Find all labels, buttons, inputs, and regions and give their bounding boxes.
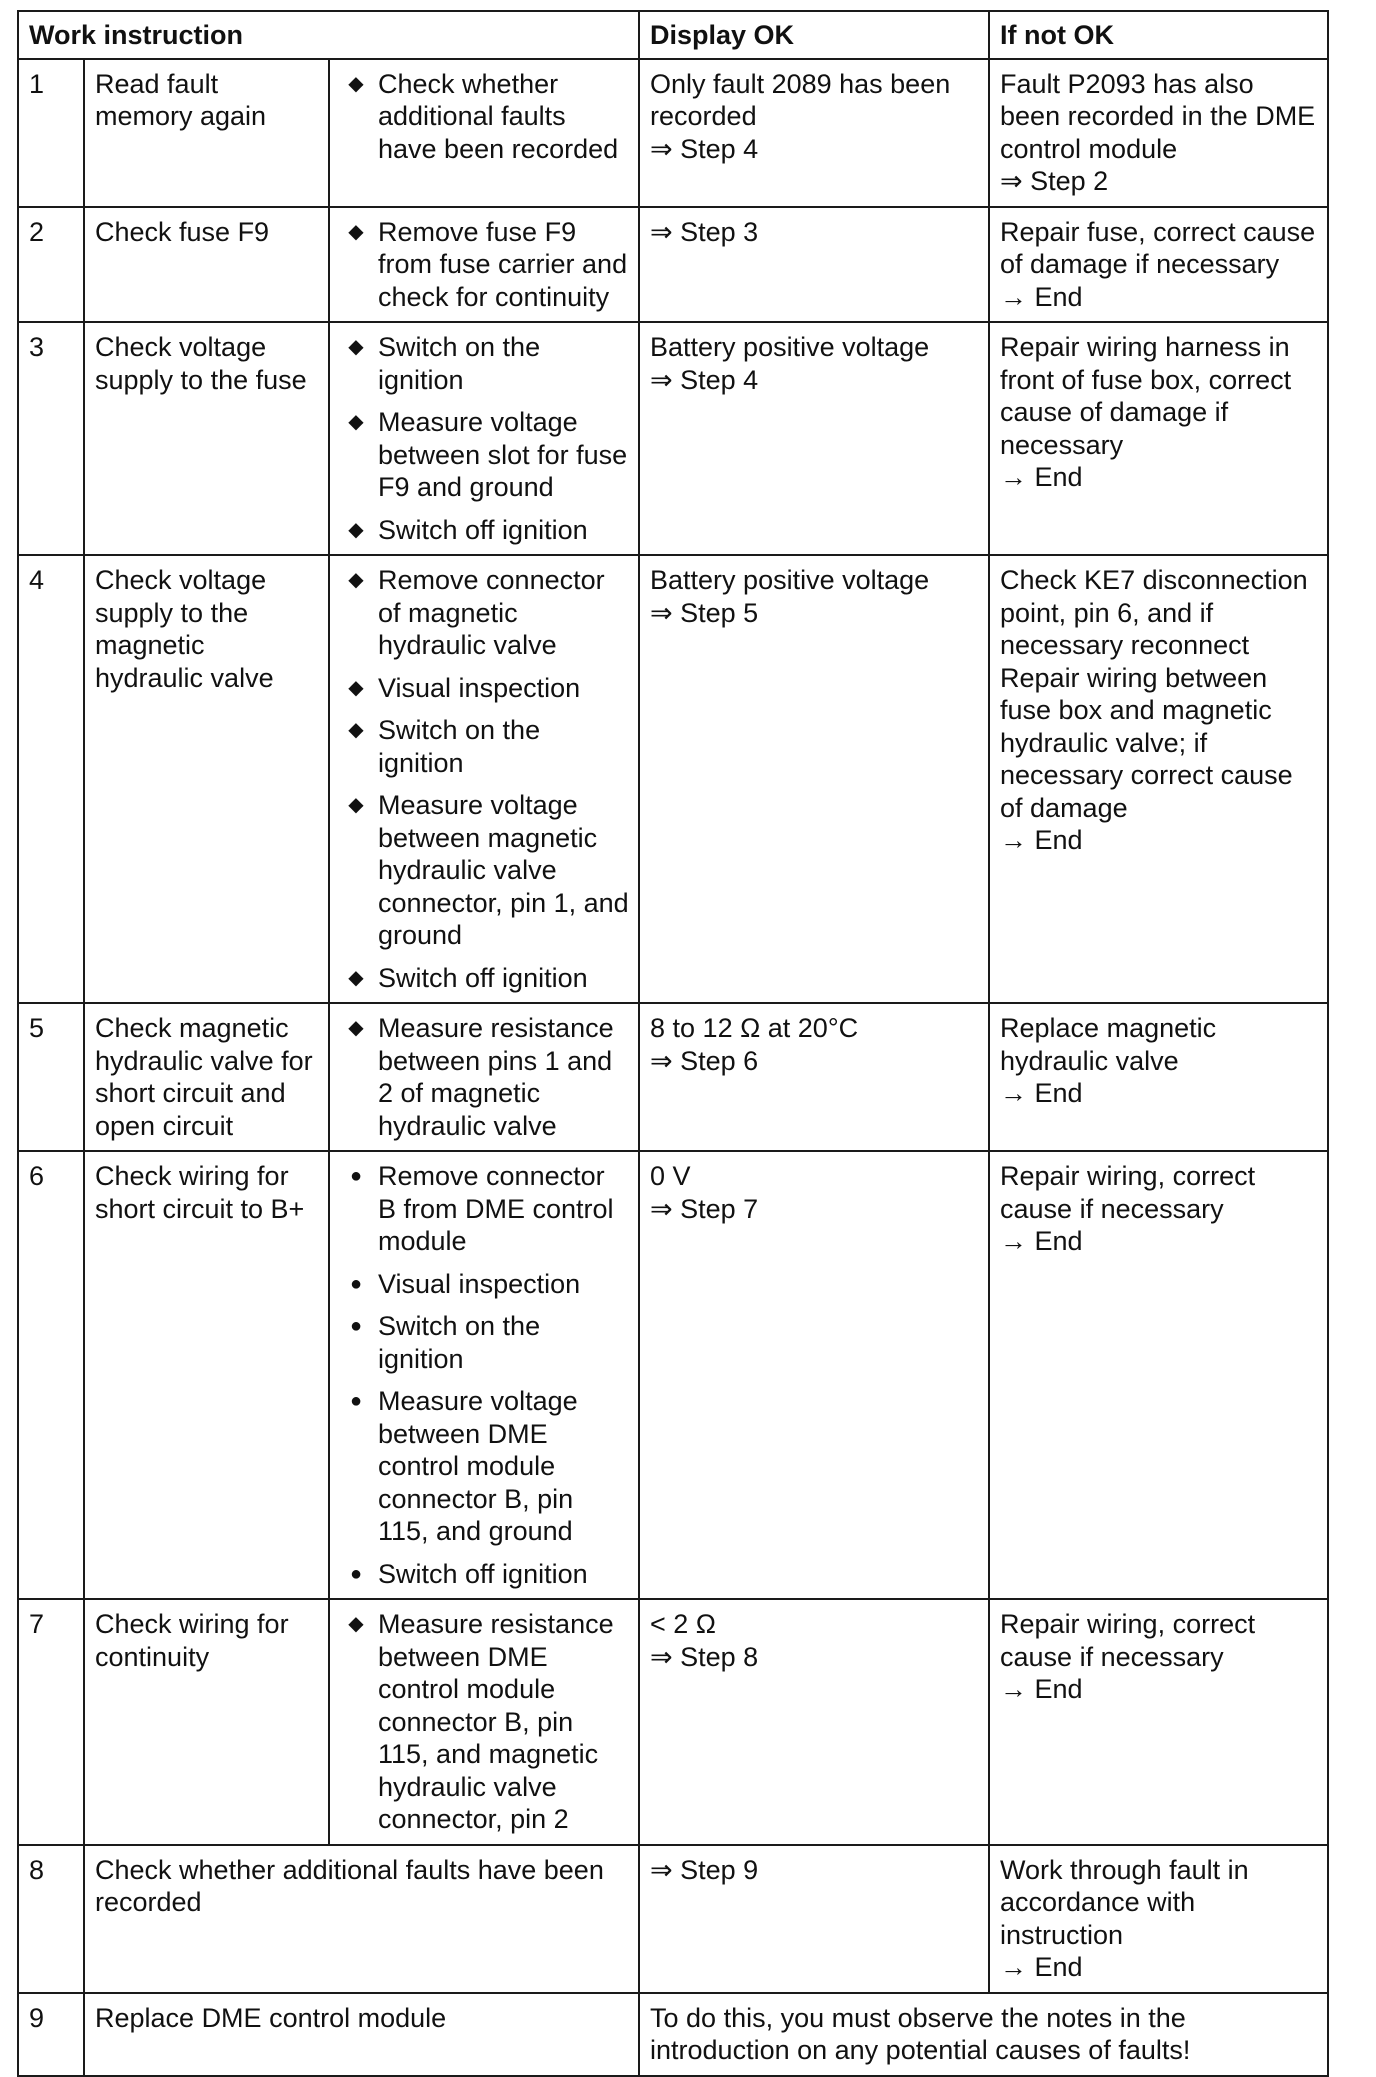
diamond-bullet-icon: ◆ bbox=[348, 966, 364, 989]
if-not-ok-text: Repair wiring, correct cause if necessary bbox=[1000, 1609, 1256, 1672]
diamond-bullet-icon: ◆ bbox=[348, 220, 364, 243]
header-row bbox=[18, 11, 1328, 59]
round-bullet-icon: ● bbox=[349, 1165, 363, 1187]
display-ok-cell bbox=[639, 322, 989, 555]
action-item bbox=[340, 789, 630, 952]
step-actions bbox=[329, 207, 639, 323]
display-ok-text: Only fault 2089 has been recorded bbox=[650, 68, 951, 131]
action-item bbox=[340, 406, 630, 504]
display-ok-cell bbox=[639, 1599, 989, 1845]
if-not-ok-next-step: → End bbox=[1000, 1952, 1083, 1982]
action-item bbox=[340, 672, 630, 705]
action-text: Measure voltage between DME control module connector B, pin 115, and ground bbox=[378, 1386, 578, 1546]
if-not-ok-next-step: → End bbox=[1000, 281, 1083, 312]
diamond-bullet-icon: ◆ bbox=[348, 1017, 364, 1039]
display-ok-text: 0 V bbox=[650, 1161, 691, 1191]
action-item bbox=[340, 1558, 630, 1591]
if-not-ok-text: Fault P2093 has also been recorded in the DME control module bbox=[1000, 68, 1316, 164]
round-bullet-icon: ● bbox=[349, 1315, 363, 1337]
display-ok-cell bbox=[639, 555, 989, 1003]
diamond-bullet-icon: ◆ bbox=[348, 719, 364, 741]
action-item bbox=[340, 514, 630, 547]
display-ok-next-step: ⇒ Step 3 bbox=[650, 216, 759, 247]
header-if-not-ok: If not OK bbox=[989, 11, 1328, 59]
table-row bbox=[18, 1599, 1328, 1845]
if-not-ok-cell bbox=[989, 207, 1328, 323]
action-text: Switch on the ignition bbox=[378, 1311, 541, 1374]
step-actions bbox=[329, 555, 639, 1003]
action-item bbox=[340, 564, 630, 662]
if-not-ok-next-step: → End bbox=[1000, 462, 1083, 492]
action-item bbox=[340, 216, 630, 314]
action-text: Switch on the ignition bbox=[378, 332, 541, 395]
action-item bbox=[340, 1310, 630, 1375]
action-item bbox=[340, 68, 630, 166]
action-text: Switch off ignition bbox=[378, 514, 588, 545]
display-ok-next-step: ⇒ Step 7 bbox=[650, 1193, 759, 1224]
step-title: Check fuse F9 bbox=[84, 207, 329, 323]
display-ok-cell bbox=[639, 207, 989, 323]
if-not-ok-extra-text: Repair wiring between fuse box and magnetic hydraulic valve; if necessary correct cause of damage bbox=[1000, 662, 1293, 823]
action-list bbox=[340, 68, 630, 166]
display-ok-cell bbox=[639, 59, 989, 207]
display-ok-cell bbox=[639, 1151, 989, 1599]
if-not-ok-cell bbox=[989, 1003, 1328, 1151]
action-list bbox=[340, 1608, 630, 1836]
step-number: 8 bbox=[18, 1845, 84, 1993]
action-item bbox=[340, 714, 630, 779]
table-row bbox=[18, 322, 1328, 555]
display-ok-next-step: ⇒ Step 6 bbox=[650, 1045, 759, 1076]
action-item bbox=[340, 962, 630, 995]
display-ok-cell bbox=[639, 1003, 989, 1151]
display-ok-next-step: ⇒ Step 4 bbox=[650, 133, 759, 164]
if-not-ok-text: Work through fault in accordance with instruction bbox=[1000, 1854, 1249, 1950]
action-text: Switch off ignition bbox=[378, 1558, 588, 1589]
display-ok-text: < 2 Ω bbox=[650, 1609, 716, 1639]
step-note: To do this, you must observe the notes in the introduction on any potential causes of faults! bbox=[639, 1993, 1328, 2076]
table-row bbox=[18, 207, 1328, 323]
if-not-ok-text: Check KE7 disconnection point, pin 6, and if necessary reconnect bbox=[1000, 565, 1308, 660]
diamond-bullet-icon: ◆ bbox=[348, 1613, 364, 1635]
action-text: Switch off ignition bbox=[378, 962, 588, 993]
action-list bbox=[340, 216, 630, 314]
action-text: Remove fuse F9 from fuse carrier and check for continuity bbox=[378, 216, 628, 312]
display-ok-next-step: ⇒ Step 9 bbox=[650, 1854, 759, 1885]
step-number: 6 bbox=[18, 1151, 84, 1599]
diamond-bullet-icon: ◆ bbox=[348, 518, 364, 541]
action-item bbox=[340, 1268, 630, 1301]
step-actions bbox=[329, 322, 639, 555]
action-text: Measure resistance between pins 1 and 2 of magnetic hydraulic valve bbox=[378, 1013, 614, 1141]
if-not-ok-cell bbox=[989, 1599, 1328, 1845]
action-list bbox=[340, 564, 630, 994]
action-item bbox=[340, 1012, 630, 1142]
diamond-bullet-icon: ◆ bbox=[348, 794, 364, 816]
display-ok-cell bbox=[639, 1845, 989, 1993]
if-not-ok-next-step: ⇒ Step 2 bbox=[1000, 166, 1109, 196]
action-item bbox=[340, 1608, 630, 1836]
if-not-ok-text: Repair fuse, correct cause of damage if necessary bbox=[1000, 216, 1316, 279]
diamond-bullet-icon: ◆ bbox=[348, 569, 364, 591]
action-text: Check whether additional faults have been recorded bbox=[378, 68, 619, 164]
display-ok-next-step: ⇒ Step 8 bbox=[650, 1641, 759, 1672]
table-row bbox=[18, 59, 1328, 207]
if-not-ok-cell bbox=[989, 59, 1328, 207]
action-list bbox=[340, 331, 630, 546]
step-number: 9 bbox=[18, 1993, 84, 2076]
if-not-ok-next-step: → End bbox=[1000, 1078, 1083, 1108]
work-instruction-table bbox=[17, 10, 1329, 2077]
display-ok-text: 8 to 12 Ω at 20°C bbox=[650, 1013, 859, 1043]
table-row bbox=[18, 555, 1328, 1003]
diamond-bullet-icon: ◆ bbox=[348, 336, 364, 358]
display-ok-text: Battery positive voltage bbox=[650, 332, 930, 362]
action-list bbox=[340, 1160, 630, 1590]
if-not-ok-next-step: → End bbox=[1000, 825, 1083, 855]
step-title: Check wiring for short circuit to B+ bbox=[84, 1151, 329, 1599]
if-not-ok-text: Repair wiring harness in front of fuse box, correct cause of damage if necessary bbox=[1000, 332, 1292, 460]
display-ok-next-step: ⇒ Step 4 bbox=[650, 364, 759, 395]
action-text: Measure resistance between DME control module connector B, pin 115, and magnetic hydraulic valve connector, pin 2 bbox=[378, 1609, 614, 1834]
if-not-ok-text: Repair wiring, correct cause if necessary bbox=[1000, 1161, 1256, 1224]
if-not-ok-next-step: → End bbox=[1000, 1226, 1083, 1256]
if-not-ok-cell bbox=[989, 1845, 1328, 1993]
table-row bbox=[18, 1003, 1328, 1151]
table-row bbox=[18, 1151, 1328, 1599]
action-text: Measure voltage between magnetic hydraulic valve connector, pin 1, and ground bbox=[378, 790, 629, 950]
diamond-bullet-icon: ◆ bbox=[348, 411, 364, 433]
if-not-ok-cell bbox=[989, 322, 1328, 555]
round-bullet-icon: ● bbox=[349, 1562, 363, 1585]
action-text: Visual inspection bbox=[378, 1268, 581, 1299]
step-number: 5 bbox=[18, 1003, 84, 1151]
display-ok-next-step: ⇒ Step 5 bbox=[650, 597, 759, 628]
action-item bbox=[340, 1385, 630, 1548]
round-bullet-icon: ● bbox=[349, 1390, 363, 1412]
step-title: Check wiring for continuity bbox=[84, 1599, 329, 1845]
step-title: Check magnetic hydraulic valve for short circuit and open circuit bbox=[84, 1003, 329, 1151]
action-text: Measure voltage between slot for fuse F9 and ground bbox=[378, 407, 628, 502]
round-bullet-icon: ● bbox=[349, 1272, 363, 1295]
header-work-instruction: Work instruction bbox=[18, 11, 639, 59]
step-actions bbox=[329, 1599, 639, 1845]
step-title: Check voltage supply to the fuse bbox=[84, 322, 329, 555]
if-not-ok-next-step: → End bbox=[1000, 1674, 1083, 1704]
step-title: Check voltage supply to the magnetic hydraulic valve bbox=[84, 555, 329, 1003]
display-ok-text: Battery positive voltage bbox=[650, 565, 930, 595]
action-item bbox=[340, 331, 630, 396]
step-actions bbox=[329, 1003, 639, 1151]
header-display-ok: Display OK bbox=[639, 11, 989, 59]
diamond-bullet-icon: ◆ bbox=[348, 72, 364, 95]
table-row bbox=[18, 1845, 1328, 1993]
if-not-ok-cell bbox=[989, 1151, 1328, 1599]
step-number: 4 bbox=[18, 555, 84, 1003]
step-number: 3 bbox=[18, 322, 84, 555]
action-text: Visual inspection bbox=[378, 672, 581, 703]
action-text: Remove connector of magnetic hydraulic valve bbox=[378, 565, 605, 660]
if-not-ok-cell bbox=[989, 555, 1328, 1003]
action-item bbox=[340, 1160, 630, 1258]
step-actions bbox=[329, 1151, 639, 1599]
step-number: 7 bbox=[18, 1599, 84, 1845]
action-text: Switch on the ignition bbox=[378, 715, 541, 778]
step-actions bbox=[329, 59, 639, 207]
step-number: 2 bbox=[18, 207, 84, 323]
step-title: Check whether additional faults have been recorded bbox=[84, 1845, 639, 1993]
table-body bbox=[18, 59, 1328, 2076]
step-title: Read fault memory again bbox=[84, 59, 329, 207]
table-row bbox=[18, 1993, 1328, 2076]
action-list bbox=[340, 1012, 630, 1142]
action-text: Remove connector B from DME control module bbox=[378, 1161, 614, 1256]
diamond-bullet-icon: ◆ bbox=[348, 676, 364, 699]
step-number: 1 bbox=[18, 59, 84, 207]
step-title: Replace DME control module bbox=[84, 1993, 639, 2076]
if-not-ok-text: Replace magnetic hydraulic valve bbox=[1000, 1013, 1217, 1076]
